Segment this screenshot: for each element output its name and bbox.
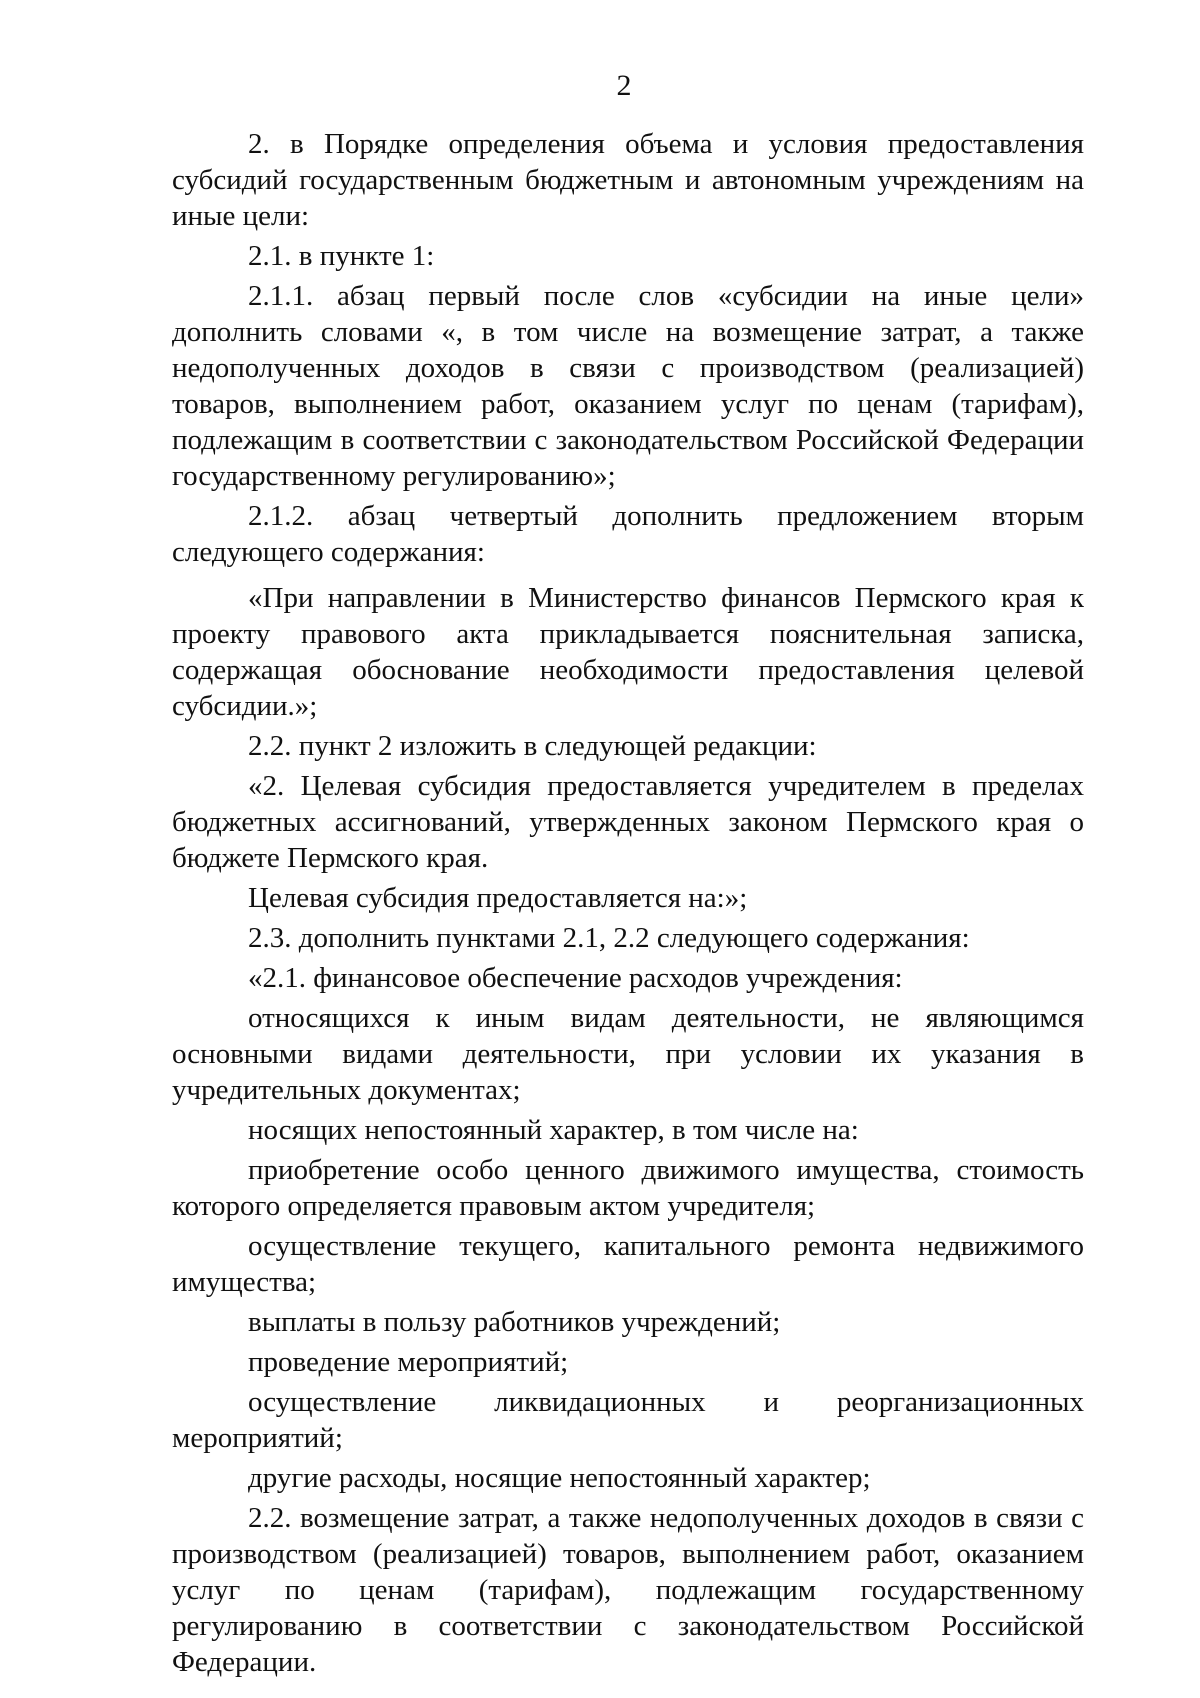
paragraph-repair: осуществление текущего, капитального ремонта недвижимого имущества; [172, 1230, 1084, 1298]
paragraph-2-1-2: 2.1.2. абзац четвертый дополнить предложением вторым следующего содержания: [172, 500, 1084, 568]
page-number: 2 [616, 69, 632, 102]
paragraph-other-expenses: другие расходы, носящие непостоянный характер; [248, 1462, 871, 1494]
paragraph-quote-2: «2. Целевая субсидия предоставляется учредителем в пределах бюджетных ассигнований, утвержденных законом Пермского края о бюджете Пермского края. [172, 770, 1084, 874]
paragraph-liquidation: осуществление ликвидационных и реорганизационных мероприятий; [172, 1386, 1084, 1454]
document-body [172, 126, 1084, 1680]
paragraph-events: проведение мероприятий; [248, 1346, 569, 1378]
paragraph-2-2: 2.2. пункт 2 изложить в следующей редакции: [248, 730, 817, 762]
paragraph-non-permanent: носящих непостоянный характер, в том числе на: [248, 1114, 859, 1146]
paragraph-2: 2. в Порядке определения объема и условия предоставления субсидий государственным бюджетным и автономным учреждениям на иные цели: [172, 128, 1084, 232]
paragraph-payments: выплаты в пользу работников учреждений; [248, 1306, 781, 1338]
paragraph-2-3: 2.3. дополнить пунктами 2.1, 2.2 следующего содержания: [248, 922, 970, 954]
paragraph-quote-ministry: «При направлении в Министерство финансов Пермского края к проекту правового акта прикладывается пояснительная записка, содержащая обоснование необходимости предоставления целевой субсидии.»; [172, 582, 1084, 722]
paragraph-2-1-1: 2.1.1. абзац первый после слов «субсидии на иные цели» дополнить словами «, в том числе на возмещение затрат, а также недополученных доходов в связи с производством (реализацией) товаров, выполнением работ, оказанием услуг по ценам (тарифам), подлежащим в соответствии с законодательством Российской Федерации государственному регулированию»; [172, 280, 1084, 492]
paragraph-2-2-new: 2.2. возмещение затрат, а также недополученных доходов в связи с производством (реализацией) товаров, выполнением работ, оказанием услуг по ценам (тарифам), подлежащим государственному регулированию в соответствии с законодательством Российской Федерации. [172, 1502, 1084, 1678]
paragraph-2-1-new: «2.1. финансовое обеспечение расходов учреждения: [248, 962, 903, 994]
paragraph-2-1: 2.1. в пункте 1: [248, 240, 435, 272]
paragraph-property-acquisition: приобретение особо ценного движимого имущества, стоимость которого определяется правовым актом учредителя; [172, 1154, 1084, 1222]
paragraph-target-subsidy: Целевая субсидия предоставляется на:»; [248, 882, 748, 914]
paragraph-other-activities: относящихся к иным видам деятельности, не являющимся основными видами деятельности, при условии их указания в учредительных документах; [172, 1002, 1084, 1106]
